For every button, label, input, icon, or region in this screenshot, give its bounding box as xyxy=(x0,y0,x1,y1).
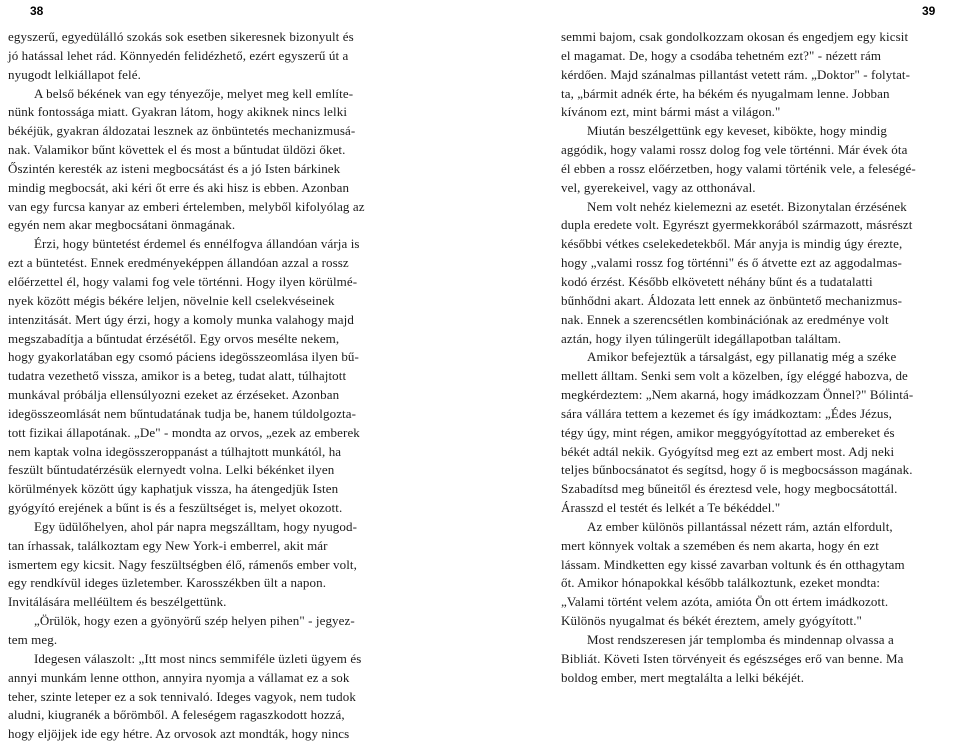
text-line: aludni, kiugranék a bőrömből. A feleségem ragaszkodott hozzá, xyxy=(8,707,345,723)
text-line: ezt a büntetést. Ennek eredményeképpen állandóan azzal a rossz xyxy=(8,255,349,271)
text-line: hogy gyakorlatában egy csomó páciens idegösszeomlása ilyen bű- xyxy=(8,349,359,365)
text-line: mellett álltam. Senki sem volt a közelben, így eléggé habozva, de xyxy=(561,368,908,384)
right-page-text-column xyxy=(561,28,960,688)
text-line: aztán, hogy ilyen túlingerült idegállapotban találtam. xyxy=(561,330,842,346)
text-line: tudatra vezethető vissza, amikor is a beteg, tudat alatt, túlhajtott xyxy=(8,368,347,384)
text-line: megszabadítja a bűntudat érzésétől. Egy orvos mesélte nekem, xyxy=(8,330,340,346)
text-line: nyugodt lelkiállapot felé. xyxy=(8,66,141,82)
text-line: gyógyító erejének a bűnt is és a feszültséget is, melyet okozott. xyxy=(8,500,343,516)
text-line: teher, szinte leteper ez a sok tennivaló. Ideges vagyok, nem tudok xyxy=(8,688,356,704)
page-number-right: 39 xyxy=(922,4,936,18)
text-line: Bibliát. Követi Isten törvényeit és egészséges erő van benne. Ma xyxy=(561,650,904,666)
text-line: előérzettel él, hogy valami fog vele történni. Hogy ilyen körülmé- xyxy=(8,273,358,289)
text-line: tott fizikai állapotának. „De" - mondta az orvos, „ezek az emberek xyxy=(8,424,360,440)
text-line: mindig megbocsát, aki kéri őt erre és aki hisz is ebben. Azonban xyxy=(8,179,350,195)
text-line: megkérdeztem: „Nem akarná, hogy imádkozzam Önnel?" Bólintá- xyxy=(561,387,914,403)
text-line: Invitálására melléültem és beszélgettünk. xyxy=(8,594,227,610)
text-line: dupla eredete volt. Egyrészt gyermekkorából származott, másrészt xyxy=(561,217,913,233)
text-line: egyén nem akar megbocsátani önmagának. xyxy=(8,217,236,233)
text-line: őt. Amikor hónapokkal később találkoztunk, ezeket mondta: xyxy=(561,575,881,591)
text-line: ta, „bármit adnék érte, ha békém és nyugalmam lenne. Jobban xyxy=(561,85,890,101)
text-line: van egy furcsa kanyar az emberi értelemben, melyből kifolyólag az xyxy=(8,198,365,214)
text-line: nünk fontossága miatt. Gyakran látom, hogy akiknek nincs lelki xyxy=(8,104,348,120)
text-line: kívánom ezt, mint bármi mást a világon." xyxy=(561,104,781,120)
text-line: aggódik, hogy valami rossz dolog fog vele történni. Már évek óta xyxy=(561,142,908,158)
text-line: „Örülök, hogy ezen a gyönyörű szép helyen pihen" - jegyez- xyxy=(34,613,355,629)
text-line: egy rendkívül ideges üzletember. Karosszékben ült a napon. xyxy=(8,575,327,591)
text-line: Amikor befejeztük a társalgást, egy pillanatig még a széke xyxy=(587,349,897,365)
text-line: feszült bűntudatérzésük elernyedt volna. Lelki békénket ilyen xyxy=(8,462,335,478)
text-line: idegösszeomlását nem bűntudatának tudja be, hanem túldolgozta- xyxy=(8,405,357,421)
text-line: nyek között mégis békére leljen, növelnie kell cselekvéseinek xyxy=(8,292,335,308)
text-line: bűnhődni akart. Áldozata lett ennek az önbüntető mechanizmus- xyxy=(561,292,903,308)
text-line: későbbi vétkes cselekedetekből. Már anyja is mindig úgy érezte, xyxy=(561,236,903,252)
text-line: Egy üdülőhelyen, ahol pár napra megszálltam, hogy nyugod- xyxy=(34,518,358,534)
text-line: hogy eljöjjek ide egy hétre. Az orvosok azt mondták, hogy nincs xyxy=(8,726,350,742)
text-line: jó hatással lehet rád. Könnyedén felidézhető, ezért egyszerű út a xyxy=(8,47,349,63)
text-line: Nem volt nehéz kielemezni az esetét. Bizonytalan érzésének xyxy=(587,198,907,214)
text-line: sára vállára tettem a kezemet és így imádkoztam: „Édes Jézus, xyxy=(561,405,892,421)
text-line: Különös nyugalmat és békét éreztem, amely gyógyított." xyxy=(561,613,862,629)
text-line: Árasszd el testét és lelkét a Te békéddel." xyxy=(561,500,781,516)
text-line: vel, gyerekeivel, vagy az otthonával. xyxy=(561,179,756,195)
text-line: ismertem egy kicsit. Nagy feszültségben élő, rámenős ember volt, xyxy=(8,556,357,572)
text-line: Szabadítsd meg bűneitől és éreztesd vele, hogy megbocsátottál. xyxy=(561,481,898,497)
text-line: tem meg. xyxy=(8,632,58,647)
text-line: kodó érzést. Később elkövetett néhány bűnt és a tudatalatti xyxy=(561,273,873,289)
text-line: nak. Valamikor bűnt követtek el és most a bűntudat üldözi őket. xyxy=(8,142,346,158)
left-page-text-column xyxy=(8,28,410,744)
text-line: nak. Ennek a szerencsétlen kombinációnak az eredménye volt xyxy=(561,311,889,327)
text-line: annyi munkám lenne otthon, annyira nyomja a vállamat ez a sok xyxy=(8,669,350,685)
text-line: nem kaptak volna idegösszeroppanást a túlhajtott munkától, ha xyxy=(8,443,342,459)
text-line: kérdően. Majd szánalmas pillantást vetett rám. „Doktor" - folytat- xyxy=(561,66,911,82)
text-line: boldog ember, mert megtalálta a lelki békéjét. xyxy=(561,669,805,685)
text-line: él ebben a rossz előérzetben, hogy valami történik vele, a feleségé- xyxy=(561,160,916,176)
text-line: el magamat. De, hogy a csodába tehetném ezt?" - nézett rám xyxy=(561,47,882,63)
text-line: teljes bűnbocsánatot és segítsd, hogy ő is megbocsásson magának. xyxy=(561,462,913,478)
text-line: Őszintén keresték az isteni megbocsátást és a jó Isten bárkinek xyxy=(8,160,341,176)
text-line: mert könnyek voltak a szemében és nem akarta, hogy én ezt xyxy=(561,537,879,553)
text-line: semmi bajom, csak gondolkozzam okosan és engedjem egy kicsit xyxy=(561,29,909,44)
text-line: intenzitását. Mert úgy érzi, hogy a komoly munka valahogy majd xyxy=(8,311,354,327)
text-line: békéjük, gyakran áldozatai lesznek az önbüntetés mechanizmusá- xyxy=(8,123,356,139)
text-line: A belső békének van egy tényezője, melyet meg kell említe- xyxy=(34,85,354,101)
text-line: Most rendszeresen jár templomba és mindennap olvassa a xyxy=(587,632,894,647)
text-line: Idegesen válaszolt: „Itt most nincs semmiféle üzleti ügyem és xyxy=(34,650,362,666)
text-line: Miután beszélgettünk egy keveset, kibökte, hogy mindig xyxy=(587,123,888,139)
text-line: Érzi, hogy büntetést érdemel és ennélfogva állandóan várja is xyxy=(34,236,360,252)
text-line: munkával próbálja ellensúlyozni ezeket az érzéseket. Azonban xyxy=(8,387,340,403)
text-line: lássam. Mindketten egy kissé zavarban voltunk és én otthagytam xyxy=(561,556,905,572)
text-line: békét adtál nekik. Gyógyítsd meg ezt az embert most. Adj neki xyxy=(561,443,895,459)
text-line: „Valami történt velem azóta, amióta Ön ott értem imádkozott. xyxy=(561,594,889,610)
text-line: tan írhassak, találkoztam egy New York-i emberrel, akit már xyxy=(8,537,328,553)
text-line: egyszerű, egyedülálló szokás sok esetben sikeresnek bizonyult és xyxy=(8,29,354,44)
text-line: hogy „valami rossz fog történni" és ő átvette ezt az aggodalmas- xyxy=(561,255,902,271)
text-line: Az ember különös pillantással nézett rám, aztán elfordult, xyxy=(587,518,893,534)
text-line: körülmények között úgy kaphatjuk vissza, ha átengedjük Isten xyxy=(8,481,339,497)
page-number-left: 38 xyxy=(30,4,44,18)
text-line: tégy úgy, mint régen, amikor meggyógyítottad az embereket és xyxy=(561,424,895,440)
